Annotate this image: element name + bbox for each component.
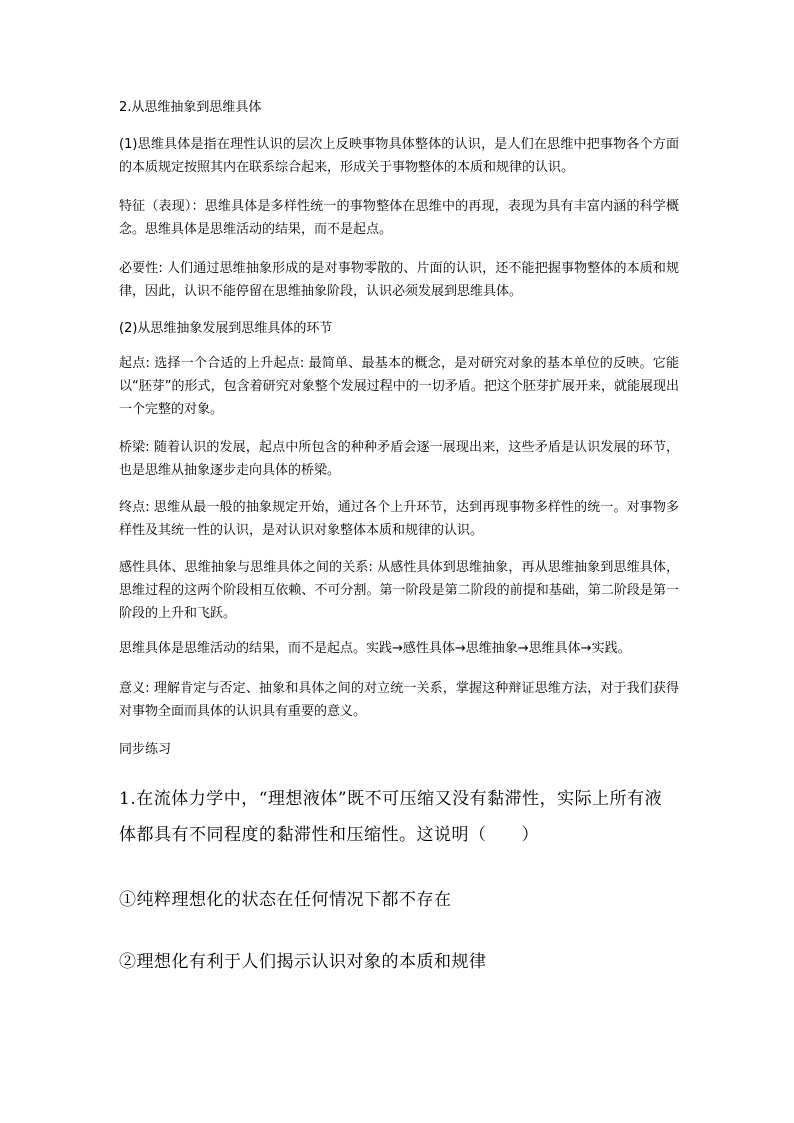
- question-text: 1.在流体力学中，“理想液体”既不可压缩又没有黏滞性，实际上所有液体都具有不同程度的黏滞性和压缩性。这说明（ ）: [119, 789, 663, 845]
- paragraph-significance: 意义: 理解肯定与否定、抽象和具体之间的对立统一关系，掌握这种辩证思维方法，对于我们获得对事物全面而具体的认识具有重要的意义。: [119, 681, 679, 719]
- paragraph-start-point: 起点: 选择一个合适的上升起点: 最简单、最基本的概念，是对研究对象的基本单位的反映。它能以“胚芽”的形式，包含着研究对象整个发展过程中的一切矛盾。把这个胚芽扩展开来，就能展现出一个完整的对象。: [119, 356, 679, 417]
- paragraph-relation: 感性具体、思维抽象与思维具体之间的关系: 从感性具体到思维抽象，再从思维抽象到思维具体，思维过程的这两个阶段相互依赖、不可分割。第一阶段是第二阶段的前提和基础，第二阶段是第一阶段的上升和飞跃。: [119, 560, 679, 621]
- question-option: ②理想化有利于人们揭示认识对象的本质和规律: [119, 952, 487, 972]
- paragraph-end-point: 终点: 思维从最一般的抽象规定开始，通过各个上升环节，达到再现事物多样性的统一。对事物多样性及其统一性的认识，是对认识对象整体本质和规律的认识。: [119, 500, 679, 538]
- paragraph-bridge: 桥梁: 随着认识的发展，起点中所包含的种种矛盾会逐一展现出来，这些矛盾是认识发展的环节，也是思维从抽象逐步走向具体的桥梁。: [119, 440, 679, 478]
- paragraph-necessity: 必要性: 人们通过思维抽象形成的是对事物零散的、片面的认识，还不能把握事物整体的本质和规律，因此，认识不能停留在思维抽象阶段，认识必须发展到思维具体。: [119, 261, 679, 299]
- section-heading: 2.从思维抽象到思维具体: [119, 100, 262, 115]
- paragraph-summary: 思维具体是思维活动的结果，而不是起点。实践→感性具体→思维抽象→思维具体→实践。: [119, 641, 631, 656]
- practice-heading: 同步练习: [119, 742, 172, 757]
- paragraph-subheading: (2)从思维抽象发展到思维具体的环节: [119, 321, 333, 336]
- paragraph-definition: (1)思维具体是指在理性认识的层次上反映事物具体整体的认识，是人们在思维中把事物各个方面的本质规定按照其内在联系综合起来，形成关于事物整体的本质和规律的认识。: [119, 137, 679, 175]
- paragraph-feature: 特征（表现）：思维具体是多样性统一的事物整体在思维中的再现，表现为具有丰富内涵的科学概念。思维具体是思维活动的结果，而不是起点。: [119, 199, 679, 237]
- question-option: ①纯粹理想化的状态在任何情况下都不存在: [119, 890, 452, 910]
